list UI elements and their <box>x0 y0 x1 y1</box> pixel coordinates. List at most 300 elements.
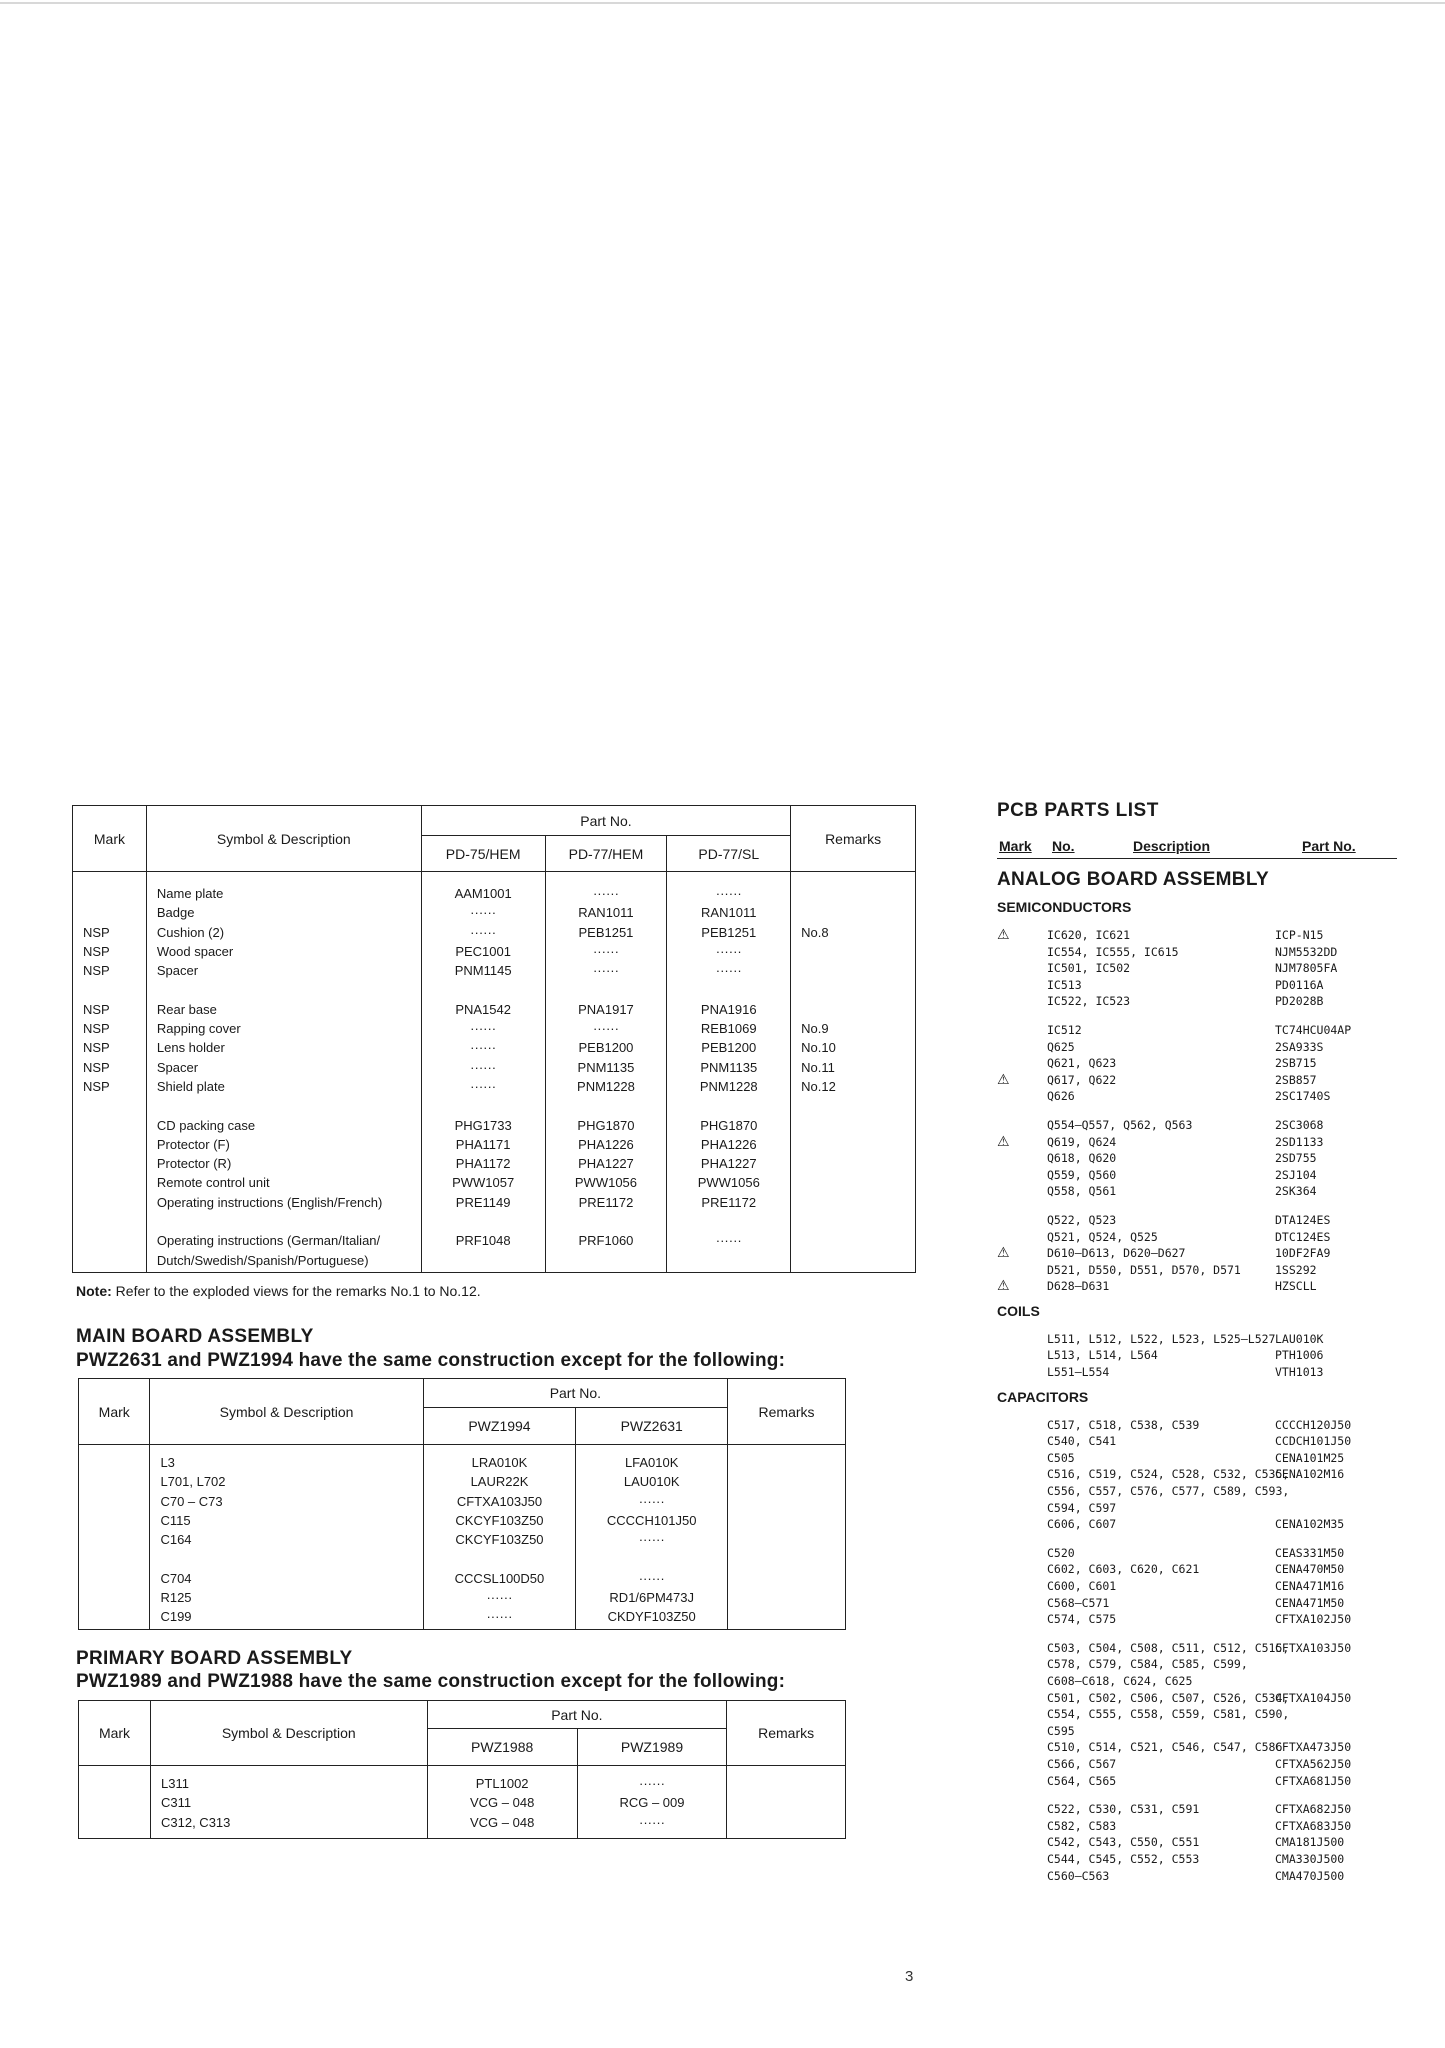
note-label: Note: <box>76 1283 112 1299</box>
pcb-symbol: C503, C504, C508, C511, C512, C515, <box>1047 1640 1290 1655</box>
cell-p1: PNM1145 <box>454 963 512 979</box>
col-pd77sl <box>667 872 791 1273</box>
pcb-part-number: CFTXA473J50 <box>1275 1740 1352 1755</box>
pcb-symbol: C602, C603, C620, C621 <box>1047 1562 1200 1577</box>
pcb-symbol: D628–D631 <box>1047 1279 1110 1294</box>
pcb-row <box>997 1611 1397 1628</box>
cell-rem <box>801 884 915 903</box>
cell-rem <box>801 1231 915 1250</box>
pcb-row <box>997 993 1397 1010</box>
header-mark: Mark <box>79 1701 151 1766</box>
pcb-row <box>997 1466 1397 1483</box>
pcb-part-number: CENA101M25 <box>1275 1450 1345 1465</box>
cell-p2: ······ <box>638 1570 665 1586</box>
pcb-symbol: C522, C530, C531, C591 <box>1047 1802 1200 1817</box>
pcb-row <box>997 1072 1397 1089</box>
warning-triangle-icon: ⚠ <box>997 1245 1010 1262</box>
cell-desc: Dutch/Swedish/Spanish/Portuguese) <box>156 1252 369 1268</box>
cell-p2: PEB1200 <box>578 1040 634 1056</box>
cell-mark <box>83 1135 146 1154</box>
col-pwz1994 <box>423 1445 576 1630</box>
cell-desc: Wood spacer <box>156 943 234 959</box>
pcb-part-number: CMA470J500 <box>1275 1868 1345 1883</box>
cell-p1: VCG – 048 <box>469 1795 535 1811</box>
row-gap <box>422 1096 545 1115</box>
pcb-row <box>997 1364 1397 1381</box>
cell-mark <box>83 1173 146 1192</box>
cell-p3: ······ <box>715 963 742 979</box>
pcb-group <box>997 1117 1397 1200</box>
cell-p1 <box>422 1251 545 1270</box>
cell-p1: PHG1733 <box>454 1117 512 1133</box>
main-board-subtitle: PWZ2631 and PWZ1994 have the same construction except for the following: <box>76 1350 786 1371</box>
cell-p1: AAM1001 <box>454 886 512 901</box>
cell-mark: NSP <box>83 963 110 979</box>
cell-p1: ······ <box>470 1021 497 1037</box>
cell-p1: PRE1149 <box>455 1194 511 1210</box>
row-gap <box>801 980 915 999</box>
pcb-group <box>997 1801 1397 1884</box>
cell-rem <box>801 942 915 961</box>
cell-mark <box>83 1116 146 1135</box>
cell-rem: No.12 <box>801 1078 836 1094</box>
col-mark <box>79 1766 151 1839</box>
cell-desc: C312, C313 <box>161 1814 231 1830</box>
pcb-symbol: C578, C579, C584, C585, C599, <box>1047 1657 1248 1672</box>
pcb-row <box>997 1331 1397 1348</box>
col-pd75hem <box>421 872 545 1273</box>
header-remarks: Remarks <box>727 1701 846 1766</box>
header-part-no: Part No. <box>427 1701 727 1729</box>
cell-desc: C311 <box>161 1795 192 1811</box>
cell-mark: NSP <box>83 1021 110 1037</box>
cell-desc: Rear base <box>156 1001 217 1017</box>
row-gap <box>83 1096 146 1115</box>
pcb-group <box>997 1212 1397 1295</box>
row-gap <box>83 1212 146 1231</box>
row-gap <box>157 1096 421 1115</box>
main-board-table <box>78 1378 846 1630</box>
cell-p2: ······ <box>639 1814 665 1830</box>
pcb-symbol: C510, C514, C521, C546, C547, C586 <box>1047 1740 1283 1755</box>
pcb-symbol: C594, C597 <box>1047 1500 1117 1515</box>
pcb-part-number: NJM5532DD <box>1275 944 1338 959</box>
pcb-part-number: CFTXA681J50 <box>1275 1773 1352 1788</box>
cell-desc: L311 <box>161 1776 189 1791</box>
pcb-category-title: COILS <box>997 1302 1040 1319</box>
pcb-row <box>997 1417 1397 1434</box>
row-gap <box>422 1212 545 1231</box>
col-description <box>146 872 421 1273</box>
cell-p2: LFA010K <box>624 1455 679 1470</box>
pcb-part-number: 2SK364 <box>1275 1184 1317 1199</box>
pcb-part-number: CCDCH101J50 <box>1275 1434 1352 1449</box>
cell-rem: No.8 <box>801 924 829 940</box>
pcb-symbol: Q619, Q624 <box>1047 1134 1117 1149</box>
pcb-part-number: CENA471M16 <box>1275 1579 1345 1593</box>
analog-board-title: ANALOG BOARD ASSEMBLY <box>997 869 1269 890</box>
pcb-row <box>997 1483 1397 1500</box>
pcb-symbol: IC513 <box>1047 977 1082 992</box>
pcb-symbol: C606, C607 <box>1047 1517 1117 1532</box>
cell-p1: CFTXA103J50 <box>456 1493 543 1509</box>
cell-p2: CKDYF103Z50 <box>607 1609 696 1625</box>
col-remarks <box>728 1445 846 1630</box>
col-mark <box>79 1445 150 1630</box>
pcb-row <box>997 927 1397 944</box>
cell-p1: PTL1002 <box>475 1776 529 1791</box>
cell-mark <box>83 1251 146 1270</box>
cell-desc: Lens holder <box>156 1040 225 1056</box>
pcb-part-number: CFTXA682J50 <box>1275 1802 1352 1817</box>
cell-p2: PEB1251 <box>578 924 634 940</box>
pcb-part-number: CMA330J500 <box>1275 1851 1345 1866</box>
pcb-row <box>997 1088 1397 1105</box>
cell-rem: No.10 <box>801 1040 836 1056</box>
cell-p2: PRE1172 <box>578 1194 634 1210</box>
pcb-row <box>997 1500 1397 1517</box>
cell-rem <box>801 961 915 980</box>
pcb-symbol: C516, C519, C524, C528, C532, C535, <box>1047 1467 1290 1482</box>
pcb-header-mark: Mark <box>999 838 1032 854</box>
pcb-row <box>997 1022 1397 1039</box>
pcb-row <box>997 944 1397 961</box>
header-part-no: Part No. <box>423 1379 727 1408</box>
pcb-group <box>997 1331 1397 1381</box>
cell-p1: PEC1001 <box>455 943 511 959</box>
cell-p3: ······ <box>715 943 742 959</box>
cell-p2: RCG – 009 <box>619 1795 685 1811</box>
pcb-row <box>997 1183 1397 1200</box>
row-gap <box>667 980 790 999</box>
cell-p3: RAN1011 <box>701 905 757 921</box>
pcb-row <box>997 1433 1397 1450</box>
row-gap <box>546 1212 667 1231</box>
cell-mark: NSP <box>83 943 110 959</box>
cell-desc: Operating instructions (English/French) <box>156 1194 383 1210</box>
header-col-pd77sl: PD-77/SL <box>667 836 791 872</box>
pcb-part-number: 1SS292 <box>1275 1262 1317 1277</box>
cell-p3: PWW1056 <box>697 1175 760 1191</box>
pcb-part-number: CFTXA103J50 <box>1275 1640 1352 1655</box>
cell-rem: No.9 <box>801 1021 829 1037</box>
pcb-part-number: CEAS331M50 <box>1275 1545 1345 1560</box>
pcb-part-number: LAU010K <box>1275 1331 1324 1346</box>
pcb-row <box>997 1578 1397 1595</box>
pcb-symbol: IC501, IC502 <box>1047 961 1131 976</box>
pcb-part-number: CENA102M35 <box>1275 1517 1345 1532</box>
cell-p2: PNA1917 <box>578 1001 634 1017</box>
pcb-group <box>997 1022 1397 1105</box>
pcb-symbol: C542, C543, C550, C551 <box>1047 1835 1200 1850</box>
cell-p2: ······ <box>638 1493 665 1509</box>
cell-desc: C164 <box>160 1532 192 1548</box>
col-mark <box>73 872 147 1273</box>
row-gap <box>157 980 421 999</box>
col-remarks <box>791 872 916 1273</box>
pcb-row <box>997 1117 1397 1134</box>
pcb-row <box>997 1347 1397 1364</box>
pcb-part-number: VTH1013 <box>1275 1365 1324 1380</box>
cell-desc: C115 <box>160 1512 191 1528</box>
header-col-pwz2631: PWZ2631 <box>576 1408 728 1445</box>
pcb-part-number: 2SB857 <box>1275 1072 1317 1087</box>
pcb-category-title: CAPACITORS <box>997 1388 1089 1405</box>
pcb-symbol: C544, C545, C552, C553 <box>1047 1851 1200 1866</box>
pcb-symbol: Q626 <box>1047 1089 1075 1104</box>
pcb-symbol: C540, C541 <box>1047 1434 1117 1449</box>
cell-desc: L701, L702 <box>160 1474 226 1490</box>
pcb-row <box>997 977 1397 994</box>
pcb-part-number: CCCCH120J50 <box>1275 1417 1352 1432</box>
primary-board-table <box>78 1700 846 1839</box>
pcb-symbol: L511, L512, L522, L523, L525–L527 <box>1047 1331 1276 1346</box>
pcb-categories <box>997 899 1397 1884</box>
pcb-row <box>997 1055 1397 1072</box>
pcb-row <box>997 1561 1397 1578</box>
cell-p2: RAN1011 <box>578 905 634 921</box>
pcb-part-number: TC74HCU04AP <box>1275 1022 1352 1037</box>
cell-p3: PHA1226 <box>700 1136 757 1152</box>
pcb-symbol: C556, C557, C576, C577, C589, C593, <box>1047 1484 1290 1499</box>
cell-p3: PEB1200 <box>701 1040 757 1056</box>
packing-parts-table <box>72 805 916 1273</box>
pcb-row <box>997 1739 1397 1756</box>
pcb-symbol: Q559, Q560 <box>1047 1167 1117 1182</box>
pcb-part-number: CFTXA102J50 <box>1275 1612 1352 1627</box>
pcb-symbol: IC512 <box>1047 1022 1082 1037</box>
header-remarks: Remarks <box>791 806 916 872</box>
header-mark: Mark <box>79 1379 150 1445</box>
pcb-row <box>997 1656 1397 1673</box>
pcb-symbol: C554, C555, C558, C559, C581, C590, <box>1047 1707 1290 1722</box>
pcb-symbol: L513, L514, L564 <box>1047 1348 1158 1363</box>
pcb-symbol: C608–C618, C624, C625 <box>1047 1673 1193 1688</box>
pcb-parts-list <box>997 800 1397 1884</box>
warning-triangle-icon: ⚠ <box>997 1133 1010 1150</box>
row-gap <box>546 980 667 999</box>
col-remarks <box>727 1766 846 1839</box>
page-number: 3 <box>905 1968 914 1985</box>
col-pwz1989 <box>577 1766 726 1839</box>
header-symbol-description: Symbol & Description <box>150 1379 423 1445</box>
header-col-pd77hem: PD-77/HEM <box>545 836 667 872</box>
cell-mark <box>83 1193 146 1212</box>
pcb-symbol: C517, C518, C538, C539 <box>1047 1417 1200 1432</box>
cell-p3: PNM1228 <box>699 1078 758 1094</box>
cell-desc: Remote control unit <box>156 1175 270 1191</box>
pcb-part-number: CFTXA683J50 <box>1275 1818 1352 1833</box>
cell-desc: CD packing case <box>156 1117 256 1133</box>
pcb-symbol: Q521, Q524, Q525 <box>1047 1229 1158 1244</box>
pcb-row <box>997 1801 1397 1818</box>
pcb-row <box>997 1868 1397 1885</box>
pcb-symbol: C595 <box>1047 1723 1075 1738</box>
cell-p2: PRF1060 <box>578 1233 634 1249</box>
pcb-part-number: 2SA933S <box>1275 1039 1324 1054</box>
cell-rem <box>801 903 915 922</box>
pcb-part-number: ICP-N15 <box>1275 928 1324 942</box>
pcb-part-number: CENA102M16 <box>1275 1467 1345 1482</box>
cell-mark <box>83 1231 146 1250</box>
pcb-part-number: CMA181J500 <box>1275 1835 1345 1850</box>
pcb-part-number: CFTXA562J50 <box>1275 1756 1352 1771</box>
pcb-row <box>997 1262 1397 1279</box>
header-symbol-description: Symbol & Description <box>151 1701 428 1766</box>
warning-triangle-icon: ⚠ <box>997 1278 1010 1295</box>
cell-desc: Operating instructions (German/Italian/ <box>156 1233 381 1249</box>
pcb-symbol: D610–D613, D620–D627 <box>1047 1246 1186 1261</box>
col-pd77hem <box>545 872 667 1273</box>
cell-desc: Name plate <box>156 886 224 901</box>
col-description <box>151 1766 428 1839</box>
pcb-row <box>997 1834 1397 1851</box>
cell-rem <box>801 1135 915 1154</box>
cell-p2 <box>546 1251 667 1270</box>
cell-mark <box>83 903 146 922</box>
pcb-row <box>997 1229 1397 1246</box>
pcb-row <box>997 1673 1397 1690</box>
pcb-symbol: Q522, Q523 <box>1047 1212 1117 1227</box>
pcb-part-number: PD0116A <box>1275 977 1324 992</box>
row-gap <box>160 1549 422 1568</box>
main-board-title: MAIN BOARD ASSEMBLY <box>76 1326 314 1347</box>
col-pwz2631 <box>576 1445 728 1630</box>
cell-mark: NSP <box>83 1078 110 1094</box>
pcb-symbol: IC620, IC621 <box>1047 928 1131 942</box>
pcb-part-number: DTC124ES <box>1275 1229 1331 1244</box>
cell-p2: PHG1870 <box>577 1117 635 1133</box>
cell-mark <box>83 1154 146 1173</box>
row-gap <box>801 1096 915 1115</box>
cell-desc: C199 <box>160 1609 192 1625</box>
cell-p2: CCCCH101J50 <box>606 1512 697 1528</box>
pcb-title: PCB PARTS LIST <box>997 800 1159 821</box>
pcb-group <box>997 1545 1397 1628</box>
pcb-row <box>997 960 1397 977</box>
pcb-symbol: C582, C583 <box>1047 1818 1117 1833</box>
cell-mark: NSP <box>83 1001 110 1017</box>
pcb-symbol: L551–L554 <box>1047 1365 1110 1380</box>
pcb-row <box>997 1690 1397 1707</box>
cell-desc: Spacer <box>156 963 199 979</box>
cell-desc: C70 – C73 <box>160 1493 223 1509</box>
cell-mark: NSP <box>83 924 110 940</box>
pcb-row <box>997 1212 1397 1229</box>
header-part-no: Part No. <box>421 806 790 836</box>
header-col-pwz1994: PWZ1994 <box>423 1408 576 1445</box>
cell-p1: PHA1171 <box>455 1136 511 1152</box>
cell-p3 <box>667 1251 790 1270</box>
pcb-symbol: Q554–Q557, Q562, Q563 <box>1047 1117 1193 1132</box>
pcb-symbol: C574, C575 <box>1047 1612 1117 1627</box>
header-col-pd75hem: PD-75/HEM <box>421 836 545 872</box>
pcb-row <box>997 1640 1397 1657</box>
pcb-part-number: CFTXA104J50 <box>1275 1690 1352 1705</box>
pcb-group <box>997 927 1397 1010</box>
pcb-header-description: Description <box>1133 838 1211 854</box>
cell-p2: ······ <box>592 943 619 959</box>
header-col-pwz1988: PWZ1988 <box>427 1729 577 1766</box>
cell-p3: REB1069 <box>700 1021 757 1037</box>
cell-p1: ······ <box>486 1590 513 1606</box>
cell-rem <box>801 1193 915 1212</box>
cell-p2: ······ <box>639 1776 665 1791</box>
cell-p3: PEB1251 <box>701 924 757 940</box>
pcb-header-no: No. <box>1052 838 1075 854</box>
pcb-symbol: C505 <box>1047 1450 1075 1465</box>
cell-p1: CKCYF103Z50 <box>455 1512 544 1528</box>
pcb-part-number: CENA470M50 <box>1275 1562 1345 1577</box>
cell-p1: PRF1048 <box>455 1233 511 1249</box>
warning-triangle-icon: ⚠ <box>997 927 1010 943</box>
cell-rem <box>801 1116 915 1135</box>
cell-desc: C704 <box>160 1570 192 1586</box>
pcb-symbol: C568–C571 <box>1047 1595 1110 1610</box>
pcb-header-part-no: Part No. <box>1302 838 1356 854</box>
primary-board-title: PRIMARY BOARD ASSEMBLY <box>76 1648 353 1669</box>
row-gap <box>422 980 545 999</box>
cell-rem <box>801 1000 915 1019</box>
cell-p3: PHG1870 <box>700 1117 758 1133</box>
cell-p3: PHA1227 <box>700 1156 757 1172</box>
cell-desc: Rapping cover <box>156 1021 241 1037</box>
pcb-part-number: NJM7805FA <box>1275 961 1338 976</box>
cell-p1: ······ <box>470 1059 497 1075</box>
pcb-part-number: HZSCLL <box>1275 1279 1317 1294</box>
pcb-symbol: Q618, Q620 <box>1047 1151 1117 1166</box>
row-gap <box>667 1096 790 1115</box>
pcb-part-number: 2SB715 <box>1275 1056 1317 1071</box>
pcb-row <box>997 1245 1397 1262</box>
row-gap <box>667 1212 790 1231</box>
cell-rem: No.11 <box>801 1059 835 1075</box>
pcb-row <box>997 1278 1397 1295</box>
warning-triangle-icon: ⚠ <box>997 1071 1010 1088</box>
cell-p3: PNA1916 <box>700 1001 757 1017</box>
cell-p1: LRA010K <box>471 1455 528 1470</box>
pcb-column-headers <box>997 836 1397 859</box>
col-description <box>150 1445 423 1630</box>
cell-p2: ······ <box>592 963 619 979</box>
pcb-part-number: 2SD755 <box>1275 1151 1317 1166</box>
pcb-row <box>997 1150 1397 1167</box>
header-symbol-description: Symbol & Description <box>146 806 421 872</box>
pcb-row <box>997 1773 1397 1790</box>
cell-p1: PWW1057 <box>452 1175 515 1191</box>
cell-p2: ······ <box>638 1532 665 1548</box>
cell-p3: PRE1172 <box>701 1194 757 1210</box>
pcb-row <box>997 1545 1397 1562</box>
pcb-part-number: 2SC3068 <box>1275 1117 1324 1132</box>
pcb-part-number: DTA124ES <box>1275 1212 1331 1227</box>
cell-mark: NSP <box>83 1059 110 1075</box>
cell-p2: RD1/6PM473J <box>609 1590 694 1606</box>
cell-p1: VCG – 048 <box>469 1814 535 1830</box>
cell-desc: Shield plate <box>156 1078 225 1094</box>
pcb-row <box>997 1134 1397 1151</box>
cell-rem <box>801 1251 915 1270</box>
cell-p2: PHA1227 <box>578 1156 634 1172</box>
note-text: Refer to the exploded views for the remarks No.1 to No.12. <box>115 1283 481 1299</box>
pcb-symbol: C520 <box>1047 1545 1075 1560</box>
pcb-row <box>997 1851 1397 1868</box>
pcb-group <box>997 1417 1397 1533</box>
cell-desc: Spacer <box>156 1059 199 1075</box>
cell-p1: LAUR22K <box>470 1474 529 1490</box>
cell-desc: Protector (R) <box>156 1156 232 1172</box>
row-gap <box>576 1549 727 1568</box>
